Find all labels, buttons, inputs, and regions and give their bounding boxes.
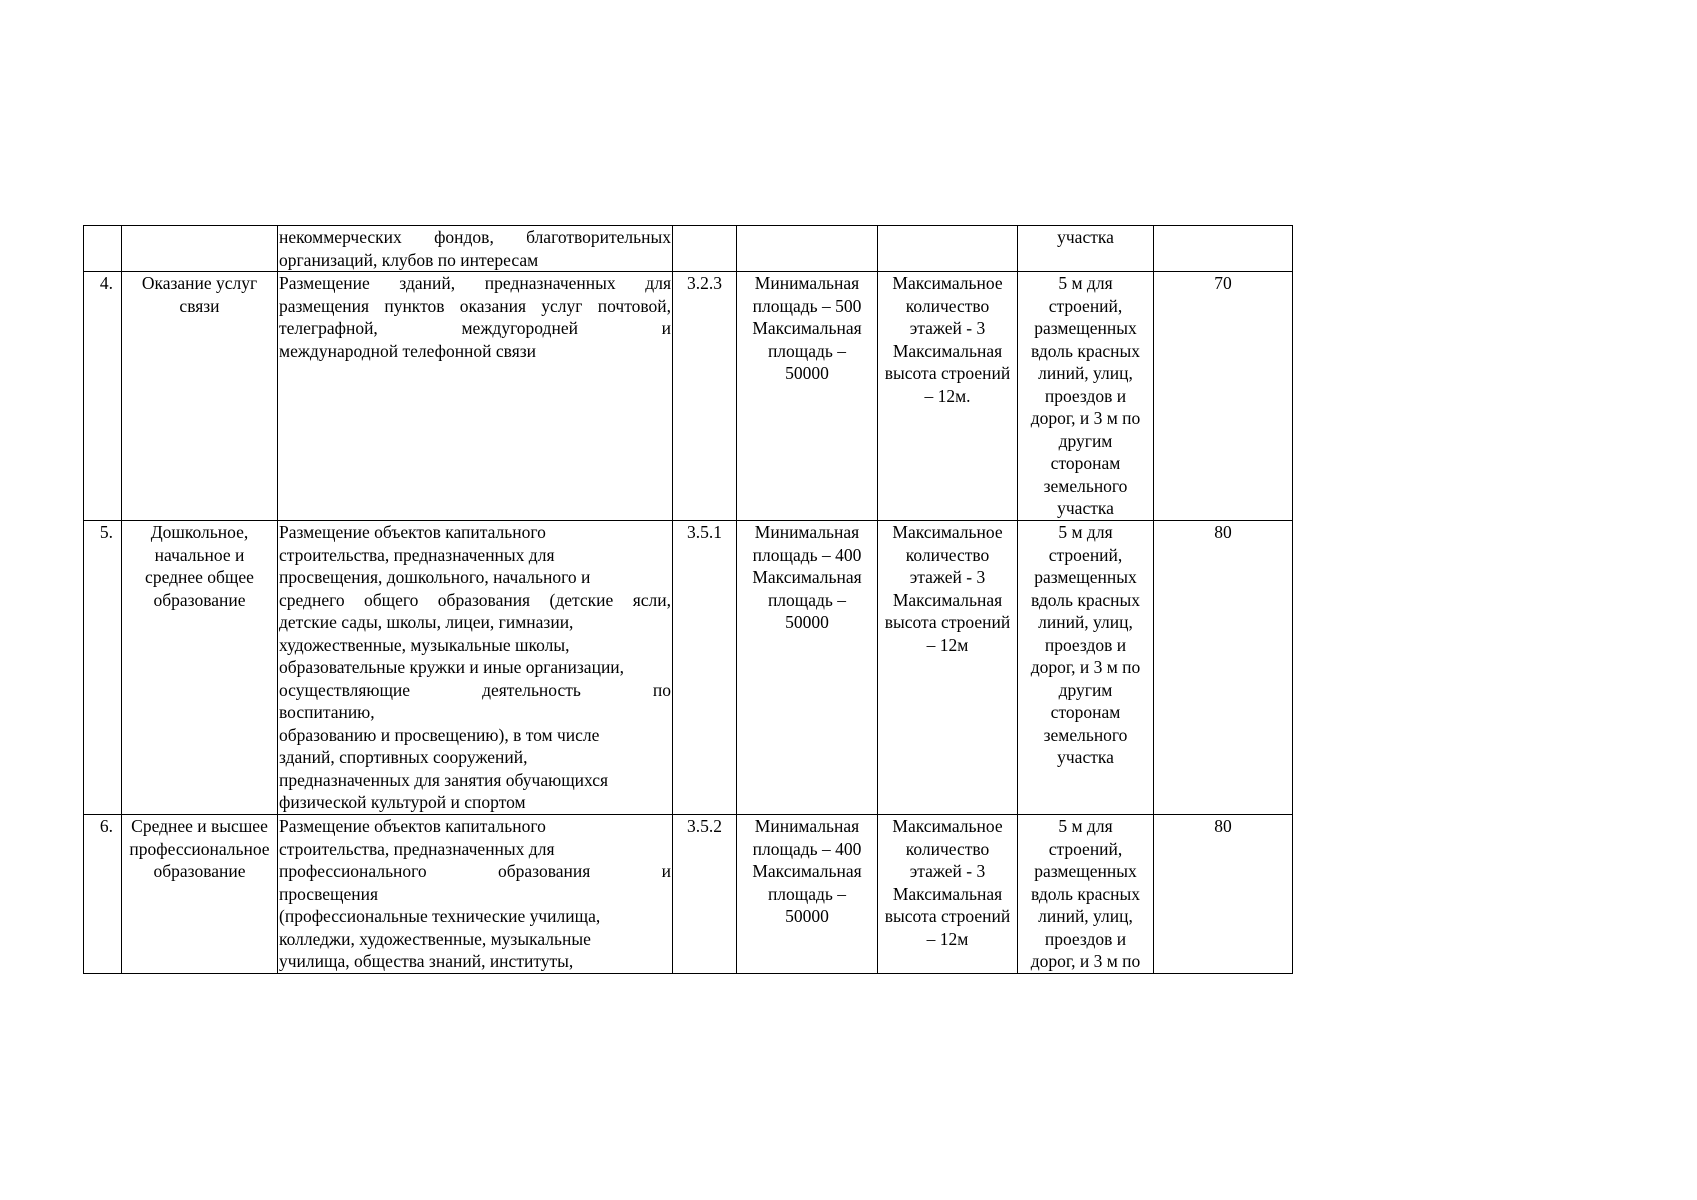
floors-line: количество (905, 544, 990, 565)
setback-cell (1018, 226, 1154, 272)
setback-line: дорог, и 3 м по (1030, 657, 1141, 677)
table-row (84, 521, 1293, 815)
use-name-line: образование (153, 861, 246, 881)
floors-line: количество (905, 838, 990, 859)
use-name-line: среднее общее (145, 567, 254, 587)
setback-line: другим (1058, 679, 1113, 700)
setback-line: вдоль красных (1031, 883, 1140, 904)
row-number-cell: 4. (84, 272, 122, 521)
area-line: площадь – (767, 883, 847, 904)
setback-line: размещенных (1034, 861, 1137, 881)
row-number-cell: 5. (84, 521, 122, 815)
setback-line: дорог, и 3 м по (1030, 408, 1141, 428)
plot-area-cell (737, 815, 878, 974)
area-line: 50000 (785, 363, 829, 383)
description-line: колледжи, художественные, музыкальные (279, 928, 591, 949)
area-line: площадь – 400 (752, 838, 862, 859)
description-line: строительства, предназначенных для (279, 838, 555, 859)
description-line: зданий, спортивных сооружений, (279, 747, 528, 767)
table-body (84, 226, 1293, 974)
setback-line: проездов и (1044, 928, 1127, 949)
row-number-cell: 6. (84, 815, 122, 974)
setback-line: участка (1057, 498, 1114, 518)
permitted-use-name-cell (122, 272, 278, 521)
setback-line: размещенных (1034, 318, 1137, 338)
table-row (84, 226, 1293, 272)
description-line: телеграфной, междугородней и (279, 318, 671, 338)
use-name-line: профессиональное (129, 838, 270, 859)
floors-line: высота строений (884, 612, 1011, 632)
description-line: некоммерческих фондов, благотворительных (279, 227, 671, 247)
floors-line: количество (905, 295, 990, 316)
setback-line: другим (1058, 430, 1113, 451)
use-description-cell (278, 272, 673, 521)
setback-line: строений, (1048, 838, 1123, 859)
setback-cell (1018, 272, 1154, 521)
classifier-code-cell: 3.5.1 (673, 521, 737, 815)
setback-line: вдоль красных (1031, 340, 1140, 361)
description-line: художественные, музыкальные школы, (279, 634, 570, 655)
area-line: Минимальная (754, 522, 860, 542)
description-line: Размещение зданий, предназначенных для (279, 273, 671, 293)
classifier-code-cell: 3.5.2 (673, 815, 737, 974)
description-line: размещения пунктов оказания услуг почтовой, (279, 295, 671, 316)
use-name-line: начальное и (154, 544, 245, 565)
floors-line: этажей - 3 (909, 861, 986, 881)
area-line: площадь – (767, 589, 847, 610)
use-name-line: Дошкольное, (150, 522, 249, 542)
description-line: международной телефонной связи (279, 340, 537, 361)
floors-line: этажей - 3 (909, 318, 986, 338)
floors-line: этажей - 3 (909, 567, 986, 587)
setback-line: вдоль красных (1031, 589, 1140, 610)
setback-line: дорог, и 3 м по (1030, 951, 1141, 971)
plot-area-cell (737, 272, 878, 521)
setback-line: земельного (1043, 475, 1128, 496)
permitted-use-name-cell (122, 815, 278, 974)
description-line: образовательные кружки и иные организации, (279, 657, 625, 677)
area-line: площадь – 500 (752, 295, 862, 316)
area-line: Минимальная (754, 816, 860, 836)
description-line: просвещения (279, 883, 379, 904)
floors-line: высота строений (884, 363, 1011, 383)
setback-line: проездов и (1044, 634, 1127, 655)
floors-height-cell (878, 272, 1018, 521)
floors-line: высота строений (884, 906, 1011, 926)
permitted-use-name-cell (122, 521, 278, 815)
floors-line: Максимальное (892, 273, 1003, 293)
setback-line: 5 м для (1058, 522, 1113, 542)
setback-line: 5 м для (1058, 816, 1113, 836)
building-percent-cell: 70 (1154, 272, 1293, 521)
description-line: среднего общего образования (детские ясли, (279, 589, 671, 610)
row-number-cell (84, 226, 122, 272)
setback-line: участка (1057, 747, 1114, 767)
floors-line: – 12м (926, 928, 969, 949)
floors-line: Максимальное (892, 522, 1003, 542)
area-line: площадь – 400 (752, 544, 862, 565)
floors-line: – 12м (926, 634, 969, 655)
setback-cell (1018, 521, 1154, 815)
floors-height-cell (878, 226, 1018, 272)
use-name-line: Оказание услуг (141, 273, 258, 293)
description-line: Размещение объектов капитального (279, 522, 546, 542)
description-line: осуществляющие деятельность по (279, 679, 671, 700)
setback-line: проездов и (1044, 385, 1127, 406)
table-row (84, 815, 1293, 974)
setback-line: участка (1057, 227, 1114, 247)
zoning-table (83, 225, 1293, 974)
building-percent-cell: 80 (1154, 815, 1293, 974)
area-line: 50000 (785, 906, 829, 926)
plot-area-cell (737, 521, 878, 815)
description-line: профессионального образования и (279, 861, 671, 881)
floors-line: Максимальная (892, 883, 1003, 904)
use-name-line: Среднее и высшее (131, 816, 268, 836)
floors-height-cell (878, 521, 1018, 815)
description-line: строительства, предназначенных для (279, 544, 555, 565)
floors-line: Максимальная (892, 340, 1003, 361)
building-percent-cell (1154, 226, 1293, 272)
setback-line: линий, улиц, (1038, 906, 1133, 926)
setback-line: линий, улиц, (1038, 363, 1133, 383)
use-description-cell (278, 815, 673, 974)
use-description-cell (278, 521, 673, 815)
setback-cell (1018, 815, 1154, 974)
description-line: предназначенных для занятия обучающихся (279, 769, 609, 790)
setback-line: строений, (1048, 295, 1123, 316)
area-line: Максимальная (752, 567, 862, 587)
building-percent-cell: 80 (1154, 521, 1293, 815)
setback-line: сторонам (1050, 702, 1121, 722)
setback-line: сторонам (1050, 453, 1121, 473)
use-description-cell (278, 226, 673, 272)
floors-line: – 12м. (924, 385, 971, 406)
area-line: 50000 (785, 612, 829, 632)
setback-line: размещенных (1034, 567, 1137, 587)
floors-height-cell (878, 815, 1018, 974)
classifier-code-cell (673, 226, 737, 272)
use-name-line: образование (153, 589, 246, 610)
setback-line: линий, улиц, (1038, 612, 1133, 632)
description-line: (профессиональные технические училища, (279, 906, 601, 926)
area-line: Максимальная (752, 861, 862, 881)
description-line: Размещение объектов капитального (279, 816, 546, 836)
description-line: училища, общества знаний, институты, (279, 951, 574, 971)
classifier-code-cell: 3.2.3 (673, 272, 737, 521)
description-line: организаций, клубов по интересам (279, 249, 539, 270)
description-line: просвещения, дошкольного, начального и (279, 567, 591, 587)
description-line: воспитанию, (279, 702, 375, 722)
description-line: физической культурой и спортом (279, 792, 526, 812)
area-line: Максимальная (752, 318, 862, 338)
setback-line: земельного (1043, 724, 1128, 745)
permitted-use-name-cell (122, 226, 278, 272)
description-line: образованию и просвещению), в том числе (279, 724, 600, 745)
description-line: детские сады, школы, лицеи, гимназии, (279, 612, 574, 632)
area-line: Минимальная (754, 273, 860, 293)
setback-line: 5 м для (1058, 273, 1113, 293)
plot-area-cell (737, 226, 878, 272)
floors-line: Максимальная (892, 589, 1003, 610)
area-line: площадь – (767, 340, 847, 361)
setback-line: строений, (1048, 544, 1123, 565)
use-name-line: связи (179, 295, 220, 316)
table-row (84, 272, 1293, 521)
floors-line: Максимальное (892, 816, 1003, 836)
